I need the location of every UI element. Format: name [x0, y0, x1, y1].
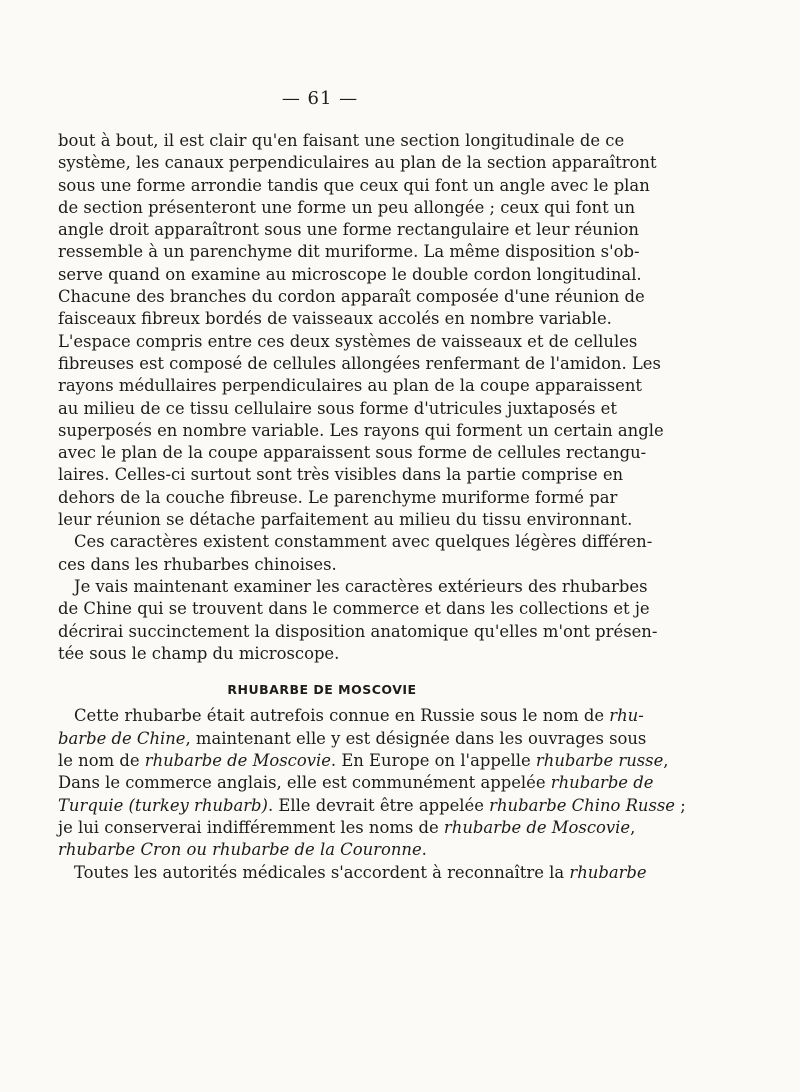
text-line: ces dans les rhubarbes chinoises.	[58, 554, 337, 574]
paragraph-authorities	[58, 862, 647, 884]
text-line	[58, 839, 586, 861]
paragraph-anatomy	[58, 130, 664, 531]
italic-term: barbe de Chine	[58, 728, 186, 748]
text-run: Dans le commerce anglais, elle est communément appelée	[58, 773, 551, 793]
text-line: angle droit apparaîtront sous une forme rectangulaire et leur réunion	[58, 220, 639, 240]
text-line: laires. Celles-ci surtout sont très visibles dans la partie comprise en	[58, 465, 624, 485]
text-run: .	[421, 840, 427, 860]
text-line	[58, 862, 647, 884]
text-line: de Chine qui se trouvent dans le commerce et dans les collections et je	[58, 599, 650, 619]
text-run: , maintenant elle y est désignée dans les ouvrages sous	[185, 728, 647, 748]
text-run: je lui conserverai indifféremment les noms de	[58, 817, 444, 837]
text-line	[58, 795, 686, 817]
text-line: décrirai succinctement la disposition anatomique qu'elles m'ont présen-	[58, 621, 658, 641]
text-line: leur réunion se détache parfaitement au milieu du tissu environnant.	[58, 510, 633, 530]
paragraph-examination	[58, 576, 658, 665]
text-line: de section présenteront une forme un peu allongée ; ceux qui font un	[58, 197, 636, 217]
text-run: Cette rhubarbe était autrefois connue en Russie sous le nom de	[74, 706, 610, 726]
italic-term: rhubarbe de Moscovie	[144, 751, 331, 771]
text-run: . En Europe on l'appelle	[330, 751, 536, 771]
italic-term: rhubarbe de Moscovie	[443, 817, 631, 837]
section-heading: RHUBARBE DE MOSCOVIE	[227, 682, 417, 698]
text-line: bout à bout, il est clair qu'en faisant une section longitudinale de ce	[58, 131, 625, 150]
text-line: système, les canaux perpendiculaires au plan de la section apparaîtront	[58, 153, 657, 173]
text-run: ,	[630, 817, 636, 837]
text-line: Ces caractères existent constamment avec quelques légères différen-	[74, 532, 653, 552]
text-line: rayons médullaires perpendiculaires au plan de la coupe apparaissent	[58, 376, 643, 396]
text-line	[58, 728, 647, 750]
text-line: au milieu de ce tissu cellulaire sous forme d'utricules juxtaposés et	[58, 398, 617, 418]
text-line: ressemble à un parenchyme dit muriforme. La même disposition s'ob-	[58, 242, 640, 262]
text-run: . Elle devrait être appelée	[267, 795, 490, 815]
text-line: superposés en nombre variable. Les rayons qui forment un certain angle	[58, 420, 664, 440]
italic-term: rhubarbe russe	[535, 751, 664, 771]
text-line: tée sous le champ du microscope.	[58, 643, 340, 663]
text-line: Chacune des branches du cordon apparaît composée d'une réunion de	[58, 287, 645, 307]
text-line	[58, 772, 654, 794]
italic-term: rhubarbe Cron ou rhubarbe de la Couronne	[58, 840, 422, 860]
italic-term: Turquie (turkey rhubarb)	[58, 795, 268, 815]
italic-term: rhu-	[609, 706, 644, 726]
text-line: sous une forme arrondie tandis que ceux qui font un angle avec le plan	[58, 175, 650, 195]
body-text	[58, 130, 686, 884]
text-line: avec le plan de la coupe apparaissent sous forme de cellules rectangu-	[58, 443, 647, 463]
text-line: serve quand on examine au microscope le double cordon longitudinal.	[58, 264, 642, 284]
italic-term: rhubarbe de	[550, 773, 654, 793]
text-line: L'espace compris entre ces deux systèmes de vaisseaux et de cellules	[58, 331, 638, 351]
text-line: Je vais maintenant examiner les caractères extérieurs des rhubarbes	[74, 576, 648, 596]
text-line: fibreuses est composé de cellules allongées renfermant de l'amidon. Les	[58, 353, 661, 373]
text-line	[58, 817, 636, 839]
paragraph-moscovie	[58, 705, 686, 861]
text-run: Toutes les autorités médicales s'accordent à reconnaître la	[74, 862, 570, 882]
italic-term: rhubarbe	[569, 862, 647, 882]
italic-term: rhubarbe Chino Russe	[489, 795, 675, 815]
text-line: dehors de la couche fibreuse. Le parenchyme muriforme formé par	[58, 487, 618, 507]
paragraph-characters	[58, 531, 653, 576]
text-line	[58, 705, 644, 727]
text-run: le nom de	[58, 751, 145, 771]
text-run: ;	[675, 795, 686, 815]
text-run: ,	[663, 751, 669, 771]
text-line	[58, 750, 669, 772]
page-number: — 61 —	[281, 88, 359, 109]
text-line: faisceaux fibreux bordés de vaisseaux accolés en nombre variable.	[58, 309, 612, 329]
